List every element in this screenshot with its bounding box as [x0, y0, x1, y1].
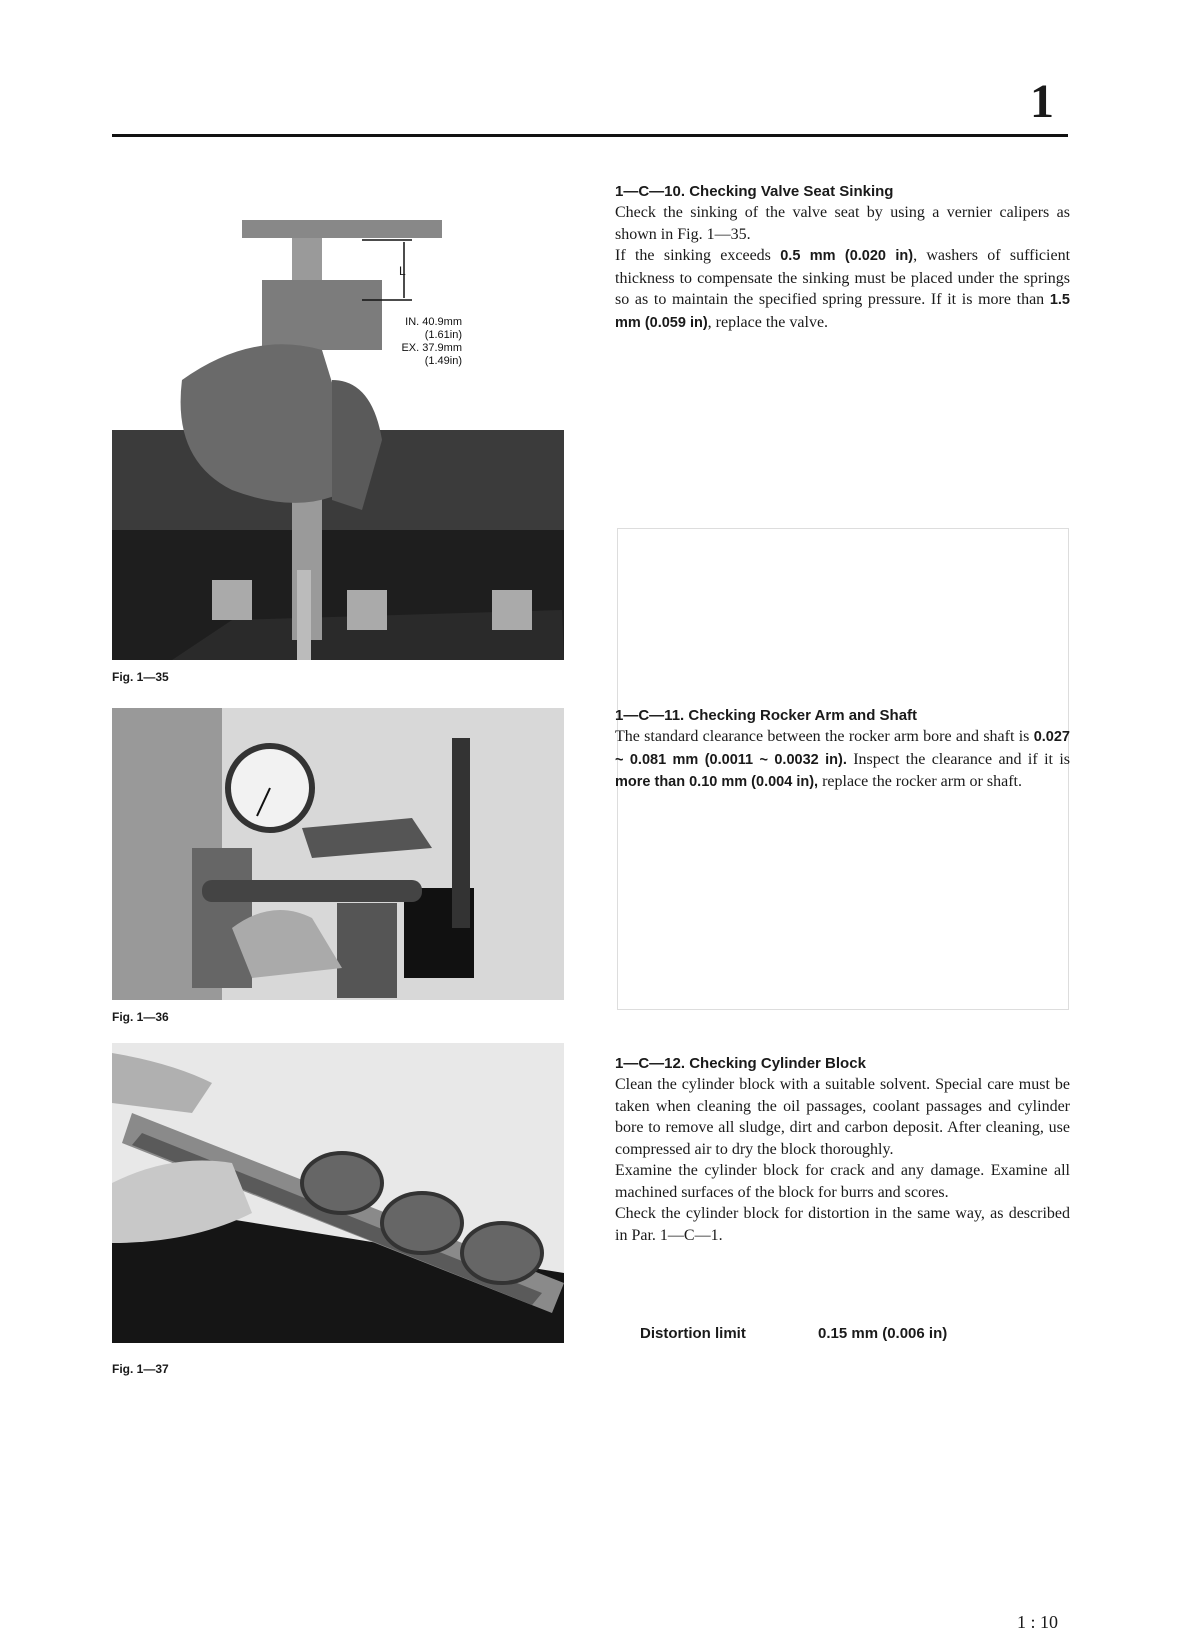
figure-1-36 [112, 708, 564, 1000]
section-paragraph: The standard clearance between the rocker arm bore and shaft is 0.027 ~ 0.081 mm (0.0011 ~ 0.0032 in). Inspect the clearance and if it is more than 0.10 mm (0.004 in), replace the rocker arm or shaft. [615, 728, 1070, 790]
section-cylinder-block [615, 1055, 1070, 1246]
chapter-number: 1 [1030, 75, 1054, 128]
spec-value: 0.15 mm (0.006 in) [818, 1325, 948, 1342]
dimension-ex-mm: EX. 37.9mm [401, 342, 462, 354]
vernier-caliper-photo-icon [112, 180, 564, 660]
figure-caption: Fig. 1—36 [112, 1010, 169, 1024]
figure-1-37 [112, 1043, 564, 1343]
section-valve-seat-sinking [615, 183, 1070, 334]
figure-1-35 [112, 180, 564, 660]
figure-caption: Fig. 1—37 [112, 1362, 169, 1376]
section-heading: 1—C—11. Checking Rocker Arm and Shaft [615, 707, 918, 724]
section-paragraph: Clean the cylinder block with a suitable solvent. Special care must be taken when cleaning the oil passages, coolant passages and cylinder bore to remove all sludge, dirt and carbon deposit. After cleaning, use compressed air to dry the block thoroughly. [615, 1076, 1070, 1158]
section-paragraph: Examine the cylinder block for crack and any damage. Examine all machined surfaces of the block for burrs and scores. [615, 1162, 1070, 1201]
dimension-in-mm: IN. 40.9mm [405, 316, 462, 328]
dial-gauge-photo-icon [112, 708, 564, 1000]
dimension-annotation [382, 316, 462, 368]
section-rocker-arm-shaft [615, 707, 1070, 794]
section-paragraph: Check the cylinder block for distortion in the same way, as described in Par. 1—C—1. [615, 1205, 1070, 1244]
section-heading: 1—C—10. Checking Valve Seat Sinking [615, 183, 894, 200]
section-paragraph: Check the sinking of the valve seat by using a vernier calipers as shown in Fig. 1—35. [615, 204, 1070, 243]
dimension-ex-inch: (1.49in) [424, 355, 462, 367]
section-paragraph: If the sinking exceeds 0.5 mm (0.020 in), washers of sufficient thickness to compensate the sinking must be placed under the springs so as to maintain the specified spring pressure. If it is more than 1.5 mm (0.059 in), replace the valve. [615, 247, 1071, 331]
figure-caption: Fig. 1—35 [112, 670, 169, 684]
header-rule [112, 134, 1068, 137]
straightedge-block-photo-icon [112, 1043, 564, 1343]
section-heading: 1—C—12. Checking Cylinder Block [615, 1055, 866, 1072]
spec-label: Distortion limit [640, 1325, 746, 1342]
dimension-letter: L [399, 264, 406, 278]
dimension-in-inch: (1.61in) [424, 329, 462, 341]
page-number: 1 : 10 [1017, 1612, 1059, 1632]
